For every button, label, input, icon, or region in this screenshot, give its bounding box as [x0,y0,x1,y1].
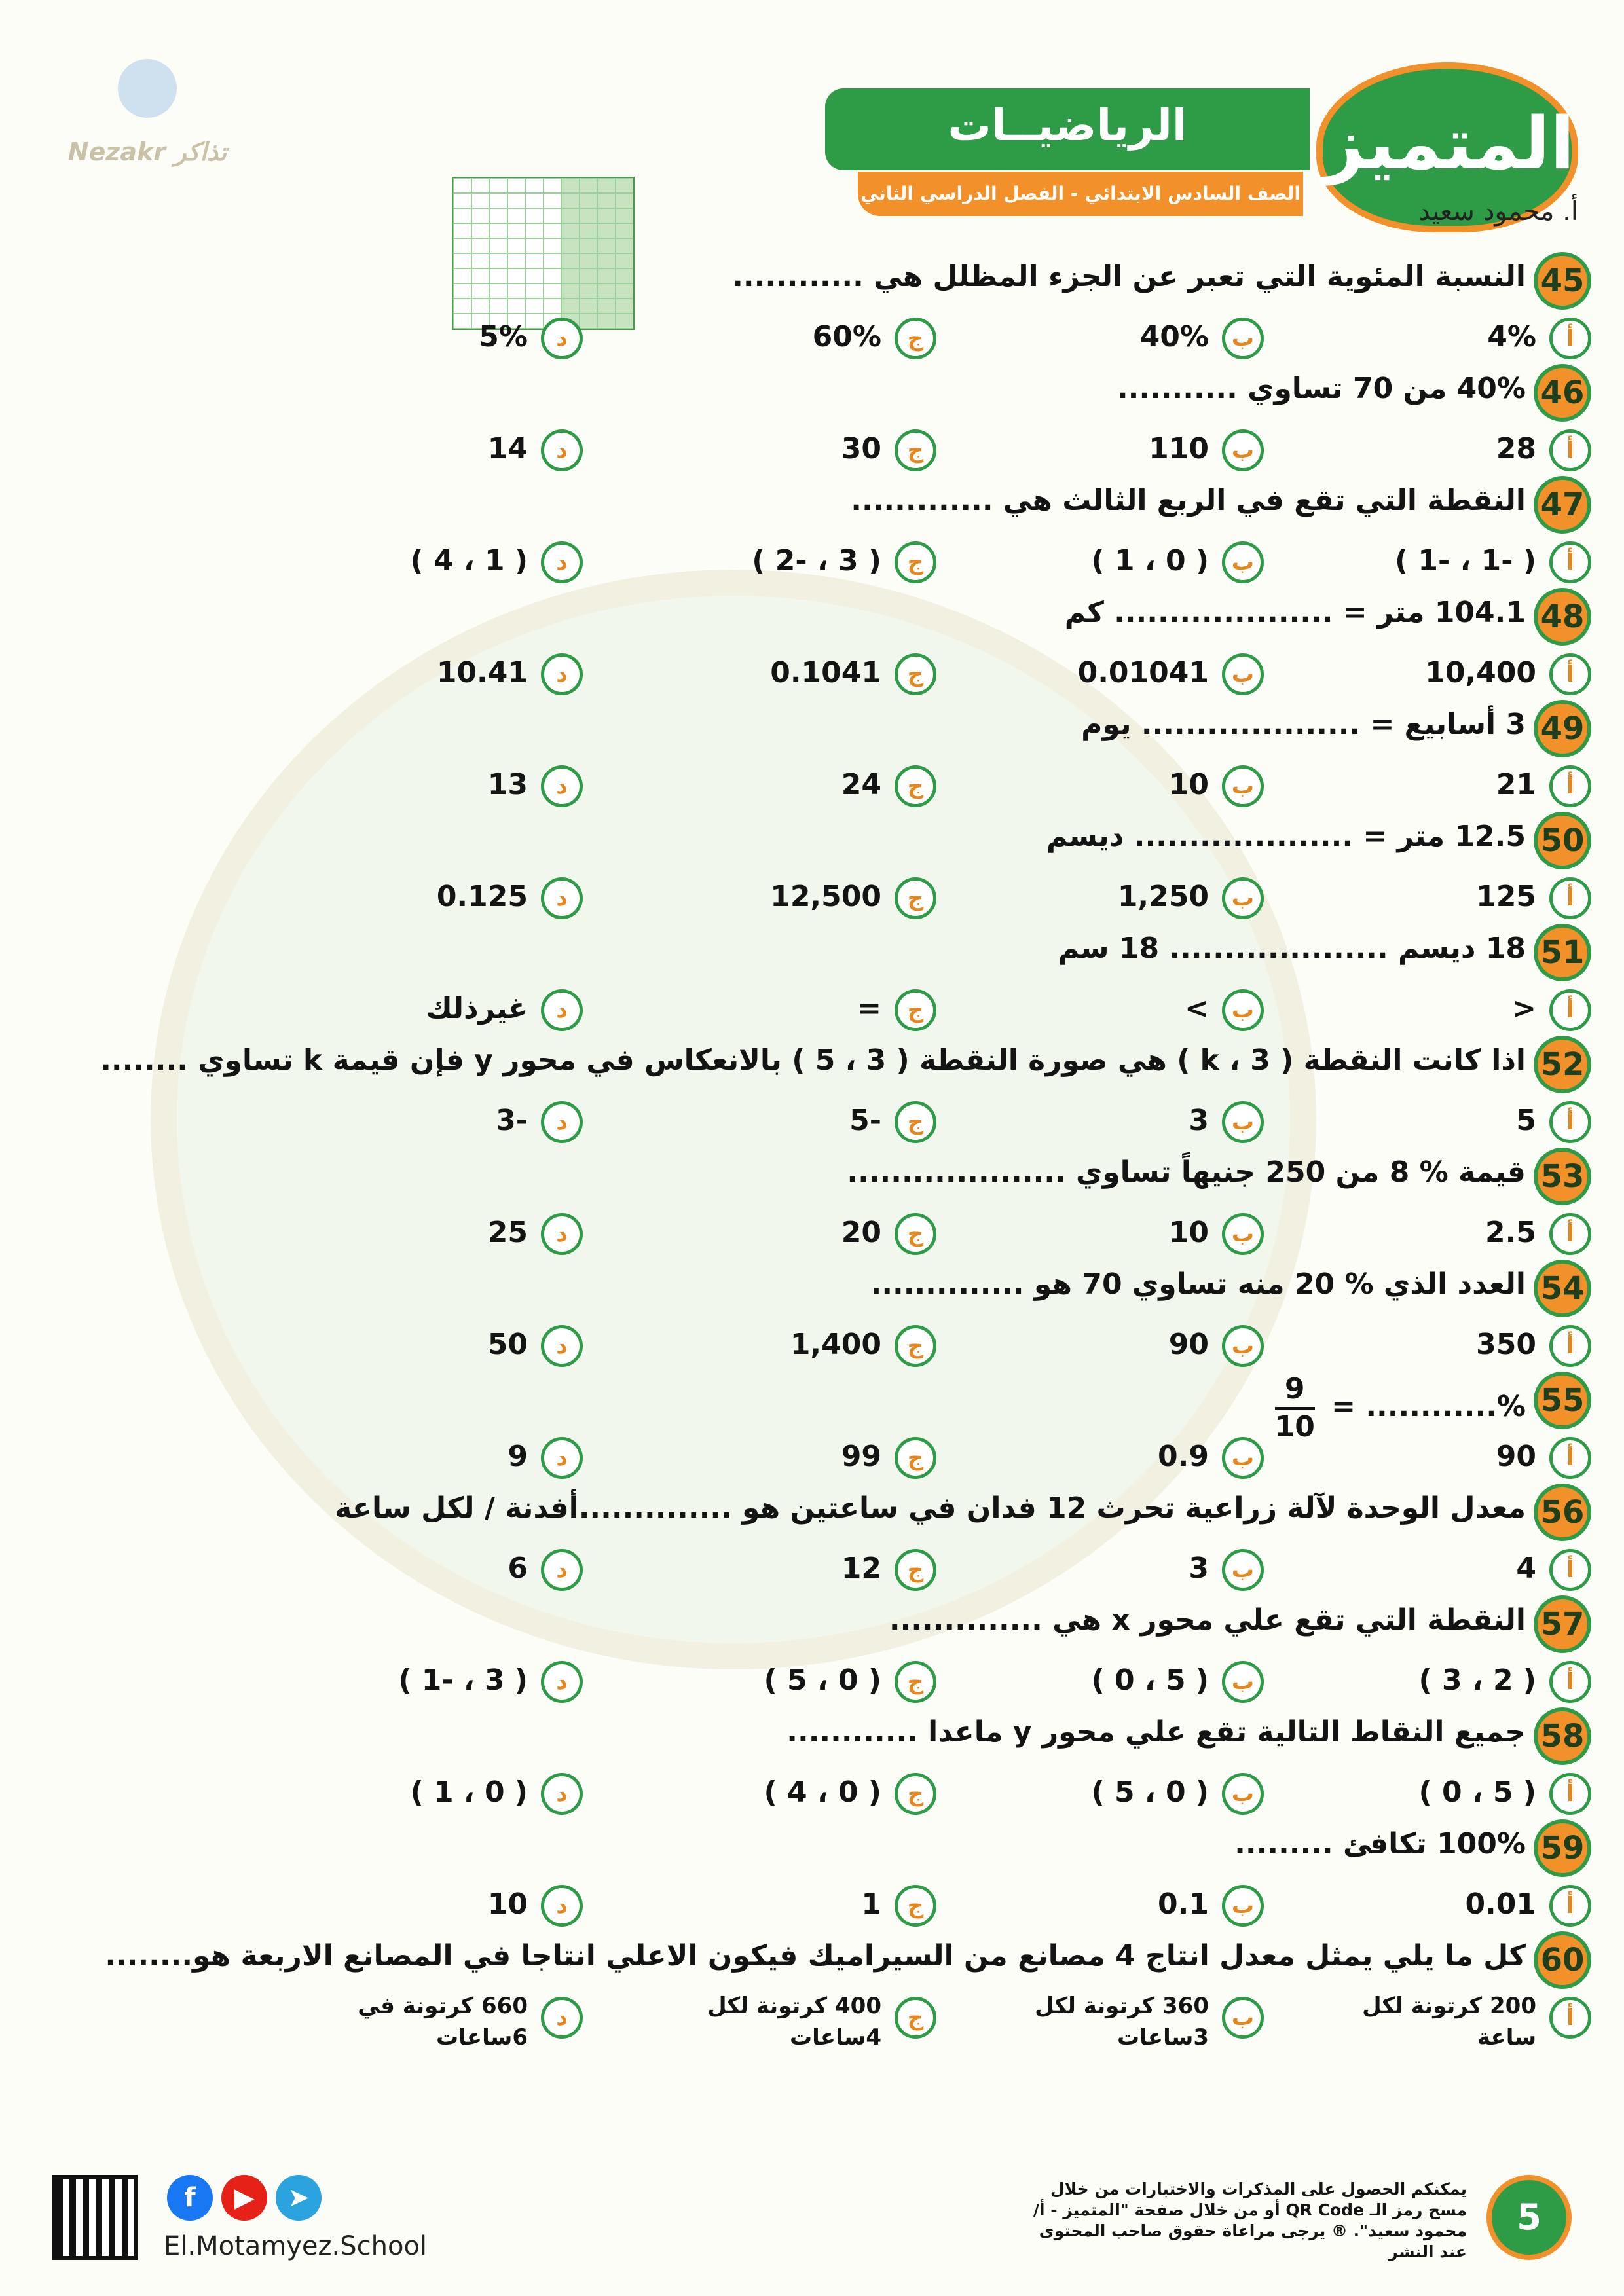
option-value: 125 [1476,880,1536,913]
answer-options [98,765,1591,824]
answer-option[interactable] [596,1773,936,1832]
question-number: 49 [1534,700,1591,757]
answer-option[interactable] [923,1437,1264,1496]
option-value: 12,500 [770,880,881,913]
question-text: 12.5 متر = .................... ديسم [1046,820,1526,853]
answer-option[interactable] [1251,318,1591,376]
question-text: 40% من 70 تساوي ........... [1116,372,1526,405]
option-value: 110 [1149,432,1209,465]
answer-option[interactable] [596,1101,936,1160]
option-value: ( 5 ، 0 ) [1091,1664,1209,1697]
question-text: العدد الذي % 20 منه تساوي 70 هو .............. [870,1267,1526,1301]
option-value: > [1185,992,1209,1025]
option-value: 10 [1168,1216,1209,1249]
answer-option[interactable] [242,765,583,824]
option-value: 5% [479,320,528,354]
answer-options [98,1437,1591,1496]
answer-option[interactable] [923,765,1264,824]
option-letter-badge[interactable]: ب [1222,1661,1264,1703]
question-text: 100% تكافئ ......... [1234,1827,1526,1861]
option-value: 90 [1168,1328,1209,1361]
author-name: أ. محمود سعيد [1418,196,1578,227]
option-value: -3 [496,1104,528,1137]
option-letter-badge[interactable]: ب [1222,1325,1264,1367]
option-value: = [857,992,881,1025]
question-text: 18 ديسم .................... 18 سم [1058,932,1526,965]
answer-option[interactable] [242,1885,583,1944]
subject-banner [825,88,1310,170]
answer-option[interactable] [242,1213,583,1272]
answer-option[interactable] [1251,989,1591,1048]
option-letter-badge[interactable]: ب [1222,1885,1264,1927]
answer-option[interactable] [596,541,936,600]
question-text: جميع النقاط التالية تقع علي محور y ماعدا ............ [786,1715,1526,1749]
answer-option[interactable] [1251,877,1591,936]
option-letter-badge[interactable]: ج [895,429,936,471]
answer-options [98,1213,1591,1272]
option-value: 350 [1476,1328,1536,1361]
social-links [167,2175,327,2227]
option-value: 24 [841,768,881,801]
option-letter-badge[interactable]: ب [1222,1997,1264,2039]
option-letter-badge[interactable]: أ [1549,1101,1591,1143]
answer-option[interactable] [923,541,1264,600]
answer-option[interactable] [596,653,936,712]
answer-options [98,429,1591,488]
question-number: 53 [1534,1148,1591,1205]
option-letter-badge[interactable]: ج [895,765,936,807]
option-letter-badge[interactable]: ب [1222,877,1264,919]
answer-option[interactable] [242,429,583,488]
option-letter-badge[interactable]: أ [1549,1437,1591,1479]
option-letter-badge[interactable]: أ [1549,541,1591,583]
question-text: النقطة التي تقع في الربع الثالث هي ............. [851,484,1526,517]
question-number: 60 [1534,1931,1591,1989]
option-value: 12 [841,1552,881,1585]
option-letter-badge[interactable]: ج [895,1549,936,1591]
question-number: 55 [1534,1372,1591,1429]
option-value: 20 [841,1216,881,1249]
option-value: ( 0 ، 4 ) [764,1776,881,1809]
answer-option[interactable] [242,653,583,712]
answer-option[interactable] [1251,1549,1591,1608]
option-letter-badge[interactable]: ج [895,1325,936,1367]
answer-option[interactable] [596,1885,936,1944]
grade-subtitle: الصف السادس الابتدائي - الفصل الدراسي الثاني [858,172,1303,216]
option-value: 30 [841,432,881,465]
question-text: كل ما يلي يمثل معدل انتاج 4 مصانع من السيراميك فيكون الاعلي انتاجا في المصانع الاربعة هو........ [105,1939,1526,1973]
answer-option[interactable] [923,429,1264,488]
option-letter-badge[interactable]: ب [1222,765,1264,807]
option-value: 400 كرتونة لكل 4ساعات [707,1993,881,2050]
footer-note: يمكنكم الحصول على المذكرات والاختبارات من خلال مسح رمز الـ QR Code أو من خلال صفحة "المتميز - أ/ محمود سعيد". ® يرجى مراعاة حقوق صاحب المحتوى عند النشر [1033,2179,1467,2261]
option-letter-badge[interactable]: ج [895,1773,936,1815]
option-letter-badge[interactable]: ج [895,1661,936,1703]
question-fraction-text [1268,1372,1526,1445]
option-value: 90 [1496,1440,1536,1473]
option-value: 10 [487,1887,528,1921]
option-value: 9 [507,1440,528,1473]
shaded-grid-figure [452,177,635,330]
fraction [1275,1372,1315,1445]
option-value: 5 [1516,1104,1536,1137]
answer-option[interactable] [923,1661,1264,1720]
option-value: 14 [487,432,528,465]
option-letter-badge[interactable]: ج [895,1885,936,1927]
option-value: 0.1 [1158,1887,1209,1921]
option-letter-badge[interactable]: ب [1222,653,1264,695]
answer-options [98,1773,1591,1832]
option-letter-badge[interactable]: د [541,877,583,919]
answer-option[interactable] [923,989,1264,1048]
option-letter-badge[interactable]: ب [1222,1437,1264,1479]
youtube-icon[interactable]: ▶ [221,2175,267,2221]
option-letter-badge[interactable]: د [541,1549,583,1591]
option-value: -5 [849,1104,881,1137]
brand-logo [52,59,242,190]
option-letter-badge[interactable]: د [541,1773,583,1815]
option-value: ( -1 ، -1 ) [1394,544,1536,577]
answer-option[interactable] [596,1325,936,1384]
question-number: 59 [1534,1819,1591,1877]
answer-option[interactable] [923,653,1264,712]
question-number: 56 [1534,1484,1591,1541]
option-value: 50 [487,1328,528,1361]
option-letter-badge[interactable]: د [541,1997,583,2039]
answer-option[interactable] [242,877,583,936]
answer-options [98,877,1591,936]
answer-option[interactable] [923,1773,1264,1832]
option-value: ( 0 ، 5 ) [764,1664,881,1697]
answer-option[interactable] [242,1325,583,1384]
option-letter-badge[interactable]: أ [1549,765,1591,807]
option-letter-badge[interactable]: ج [895,989,936,1031]
question-number: 46 [1534,364,1591,422]
answer-option[interactable] [242,541,583,600]
answer-option[interactable] [596,877,936,936]
telegram-icon[interactable]: ➤ [276,2175,322,2221]
option-letter-badge[interactable]: ب [1222,541,1264,583]
question-number: 51 [1534,924,1591,981]
option-letter-badge[interactable]: ب [1222,1549,1264,1591]
facebook-icon[interactable]: f [167,2175,213,2221]
option-value: 13 [487,768,528,801]
option-value: 1,250 [1117,880,1209,913]
answer-option[interactable] [596,1549,936,1608]
question-number: 57 [1534,1595,1591,1653]
option-letter-badge[interactable]: ب [1222,1213,1264,1255]
answer-option[interactable] [1251,653,1591,712]
answer-option[interactable] [596,765,936,824]
option-letter-badge[interactable]: د [541,1101,583,1143]
option-value: 660 كرتونة في 6ساعات [358,1993,528,2050]
answer-option[interactable] [923,1549,1264,1608]
option-letter-badge[interactable]: د [541,429,583,471]
answer-options [98,1993,1591,2056]
option-letter-badge[interactable]: ب [1222,1101,1264,1143]
question-number: 47 [1534,476,1591,534]
option-value: 1 [861,1887,881,1921]
answer-options [98,1101,1591,1160]
answer-option[interactable] [242,1993,583,2056]
fraction-denominator: 10 [1274,1410,1315,1444]
answer-options [98,1549,1591,1608]
option-letter-badge[interactable]: د [541,1885,583,1927]
option-value: غيرذلك [426,992,528,1025]
answer-options [98,541,1591,600]
answer-option[interactable] [596,1993,936,2056]
page-number: 5 [1486,2175,1572,2260]
answer-option[interactable] [1251,541,1591,600]
option-value: ( 3 ، -1 ) [398,1664,528,1697]
answer-option[interactable] [242,1549,583,1608]
option-letter-badge[interactable]: د [541,1437,583,1479]
option-letter-badge[interactable]: ج [895,1437,936,1479]
website-link[interactable]: El.Motamyez.School [164,2231,428,2261]
logo-text: المتميز [1323,101,1575,185]
question-text: 104.1 متر = .................... كم [1064,596,1526,629]
brand-text: Nezakr تذاكر [67,137,227,166]
question-text: 3 أسابيع = .................... يوم [1081,708,1526,741]
option-value: 28 [1496,432,1536,465]
option-letter-badge[interactable]: ب [1222,989,1264,1031]
answer-option[interactable] [242,1101,583,1160]
answer-option[interactable] [1251,1885,1591,1944]
option-value: 40% [1139,320,1209,354]
option-value: 0.01 [1465,1887,1536,1921]
question-number: 52 [1534,1036,1591,1093]
fraction-numerator: 9 [1275,1372,1315,1410]
question-text: قيمة % 8 من 250 جنيهاً تساوي .................... [847,1156,1526,1189]
option-letter-badge[interactable]: د [541,989,583,1031]
option-letter-badge[interactable]: ب [1222,1773,1264,1815]
answer-option[interactable] [923,1325,1264,1384]
answer-option[interactable] [923,1885,1264,1944]
option-letter-badge[interactable]: أ [1549,1213,1591,1255]
option-value: ( 1 ، 4 ) [410,544,528,577]
option-value: 99 [841,1440,881,1473]
option-letter-badge[interactable]: أ [1549,653,1591,695]
option-value: ( 5 ، 0 ) [1418,1776,1536,1809]
option-letter-badge[interactable]: ج [895,1997,936,2039]
option-value: 3 [1189,1552,1209,1585]
question-text: ............% [1365,1390,1526,1423]
option-letter-badge[interactable]: د [541,1325,583,1367]
answer-option[interactable] [242,1773,583,1832]
answer-option[interactable] [596,429,936,488]
option-value: 60% [812,320,881,354]
answer-option[interactable] [923,877,1264,936]
option-value: < [1512,992,1536,1025]
answer-options [98,318,1591,376]
question-text: النقطة التي تقع علي محور x هي .............. [889,1603,1526,1637]
answer-option[interactable] [1251,1213,1591,1272]
option-value: 0.1041 [770,656,881,689]
answer-options [98,1661,1591,1720]
option-letter-badge[interactable]: أ [1549,1325,1591,1367]
answer-option[interactable] [596,318,936,376]
question-number: 45 [1534,252,1591,310]
option-letter-badge[interactable]: د [541,1213,583,1255]
option-value: 10,400 [1425,656,1536,689]
option-letter-badge[interactable]: ج [895,877,936,919]
option-letter-badge[interactable]: د [541,653,583,695]
answer-option[interactable] [596,1213,936,1272]
answer-option[interactable] [242,1437,583,1496]
option-value: ( 0 ، 1 ) [410,1776,528,1809]
option-letter-badge[interactable]: أ [1549,1885,1591,1927]
equals-sign: = [1321,1390,1366,1423]
question-number: 50 [1534,812,1591,869]
answer-option[interactable] [923,318,1264,376]
option-letter-badge[interactable]: أ [1549,1997,1591,2039]
option-value: 3 [1189,1104,1209,1137]
option-value: 6 [507,1552,528,1585]
option-value: ( 0 ، 5 ) [1091,1776,1209,1809]
option-value: 21 [1496,768,1536,801]
option-letter-badge[interactable]: أ [1549,1549,1591,1591]
option-letter-badge[interactable]: أ [1549,318,1591,359]
question-number: 48 [1534,588,1591,646]
option-value: 200 كرتونة لكل ساعة [1362,1993,1536,2050]
answer-option[interactable] [1251,1437,1591,1496]
answer-option[interactable] [1251,429,1591,488]
option-value: 10.41 [436,656,528,689]
option-value: 0.125 [436,880,528,913]
answer-option[interactable] [596,1437,936,1496]
option-value: ( 0 ، 1 ) [1091,544,1209,577]
graduation-cap-icon [118,59,177,118]
subject-title: الرياضيــات [948,100,1187,151]
answer-option[interactable] [596,1661,936,1720]
option-value: 25 [487,1216,528,1249]
option-value: ( 3 ، -2 ) [752,544,881,577]
question-text: النسبة المئوية التي تعبر عن الجزء المظلل هي ............ [732,260,1526,293]
option-letter-badge[interactable]: أ [1549,877,1591,919]
answer-options [98,1885,1591,1944]
answer-option[interactable] [242,989,583,1048]
option-value: 4 [1516,1552,1536,1585]
question-number: 58 [1534,1707,1591,1765]
answer-option[interactable] [1251,1101,1591,1160]
answer-option[interactable] [923,1213,1264,1272]
answer-option[interactable] [923,1993,1264,2056]
option-value: 0.9 [1158,1440,1209,1473]
answer-option[interactable] [1251,1661,1591,1720]
option-letter-badge[interactable]: ج [895,653,936,695]
option-value: 0.01041 [1077,656,1209,689]
option-value: 1,400 [790,1328,881,1361]
answer-option[interactable] [596,989,936,1048]
option-value: 2.5 [1485,1216,1536,1249]
answer-option[interactable] [1251,1993,1591,2056]
qr-code[interactable] [52,2175,138,2260]
option-value: ( 2 ، 3 ) [1418,1664,1536,1697]
answer-option[interactable] [923,1101,1264,1160]
option-letter-badge[interactable]: أ [1549,1773,1591,1815]
option-letter-badge[interactable]: أ [1549,1661,1591,1703]
option-letter-badge[interactable]: أ [1549,429,1591,471]
answer-option[interactable] [1251,765,1591,824]
option-letter-badge[interactable]: ج [895,1213,936,1255]
option-letter-badge[interactable]: ج [895,1101,936,1143]
option-letter-badge[interactable]: د [541,1661,583,1703]
answer-option[interactable] [242,318,583,376]
option-letter-badge[interactable]: ب [1222,429,1264,471]
option-letter-badge[interactable]: د [541,765,583,807]
question-number: 54 [1534,1260,1591,1317]
option-value: 360 كرتونة لكل 3ساعات [1035,1993,1209,2050]
answer-options [98,989,1591,1048]
option-letter-badge[interactable]: د [541,541,583,583]
option-value: 10 [1168,768,1209,801]
answer-option[interactable] [242,1661,583,1720]
option-letter-badge[interactable]: ب [1222,318,1264,359]
answer-options [98,653,1591,712]
option-letter-badge[interactable]: د [541,318,583,359]
option-letter-badge[interactable]: ج [895,541,936,583]
option-letter-badge[interactable]: أ [1549,989,1591,1031]
option-value: 4% [1487,320,1536,354]
answer-option[interactable] [1251,1773,1591,1832]
question-text: معدل الوحدة لآلة زراعية تحرث 12 فدان في ساعتين هو ..............أفدنة / لكل ساعة [335,1491,1526,1525]
question-text: اذا كانت النقطة ( k ، 3 ) هي صورة النقطة ( 3 ، 5 ) بالانعكاس في محور y فإن قيمة k تساوي ........ [100,1044,1526,1077]
option-letter-badge[interactable]: ج [895,318,936,359]
